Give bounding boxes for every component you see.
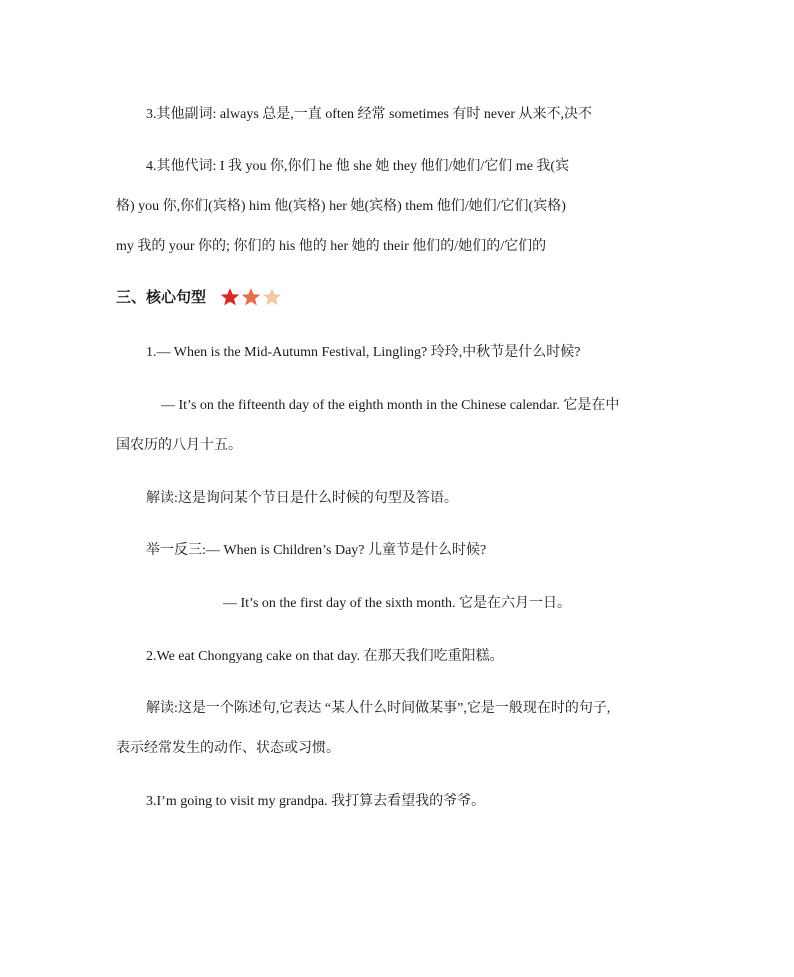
star-icon-3 [262,287,282,307]
sentence-2-explanation-line-1: 解读:这是一个陈述句,它表达 “某人什么时间做某事”,它是一般现在时的句子, [146,701,611,716]
sentence-2-explanation-line-2: 表示经常发生的动作、状态或习惯。 [116,741,340,756]
star-icon-1 [220,287,240,307]
adverbs-line: 3.其他副词: always 总是,一直 often 经常 sometimes 有时 never 从来不,决不 [146,107,593,122]
sentence-1-question: 1.— When is the Mid-Autumn Festival, Lingling? 玲玲,中秋节是什么时候? [146,345,581,360]
pronouns-line-3: my 我的 your 你的; 你们的 his 他的 her 她的 their 他们的/她们的/它们的 [116,239,547,254]
sentence-1-answer-line-1: — It’s on the fifteenth day of the eighth month in the Chinese calendar. 它是在中 [161,398,620,413]
section-heading-title: 三、核心句型 [116,288,207,306]
pronouns-line-2: 格) you 你,你们(宾格) him 他(宾格) her 她(宾格) them 他们/她们/它们(宾格) [116,199,566,214]
example-answer: — It’s on the first day of the sixth month. 它是在六月一日。 [223,596,572,611]
pronouns-line-1: 4.其他代词: I 我 you 你,你们 he 他 she 她 they 他们/她们/它们 me 我(宾 [146,159,570,174]
section-heading [116,286,282,308]
sentence-2: 2.We eat Chongyang cake on that day. 在那天我们吃重阳糕。 [146,649,504,664]
star-rating-icon [220,287,282,307]
sentence-1-answer-line-2: 国农历的八月十五。 [116,438,242,453]
sentence-1-explanation: 解读:这是询问某个节日是什么时候的句型及答语。 [146,491,458,506]
example-question: 举一反三:— When is Children’s Day? 儿童节是什么时候? [146,543,487,558]
sentence-3: 3.I’m going to visit my grandpa. 我打算去看望我的爷爷。 [146,794,486,809]
star-icon-2 [241,287,261,307]
